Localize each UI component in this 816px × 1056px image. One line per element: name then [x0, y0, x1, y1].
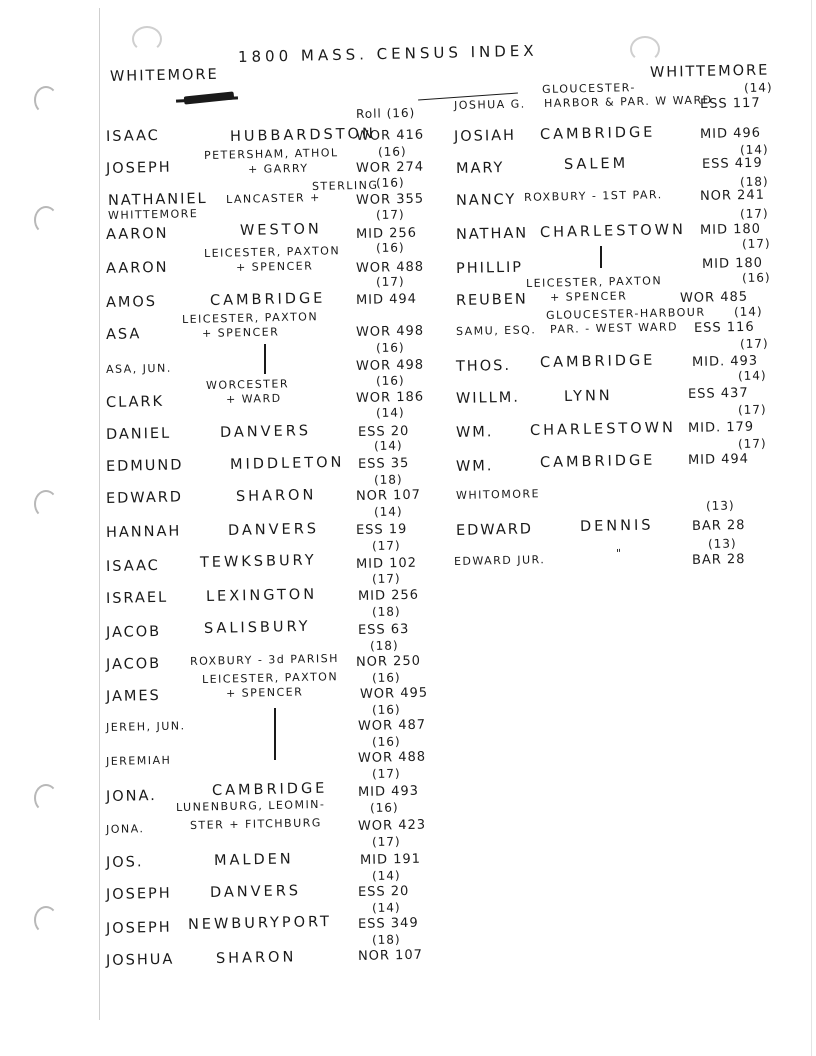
left-given-name: ASA, JUN.: [105, 361, 172, 376]
right-roll: (14): [737, 368, 767, 383]
right-code: ESS 437: [687, 385, 749, 402]
left-given-name: JACOB: [105, 623, 162, 641]
left-given-name: JONA.: [105, 787, 157, 805]
left-roll: (16): [371, 670, 401, 685]
left-code: ESS 20: [357, 883, 410, 900]
left-town: WESTON: [239, 221, 322, 239]
left-code: WOR 355: [355, 191, 425, 208]
left-town: LEXINGTON: [205, 586, 318, 605]
right-town-line2: PAR. - WEST WARD: [549, 320, 679, 336]
left-given-name: JOSEPH: [105, 885, 172, 903]
right-town: CAMBRIDGE: [539, 124, 656, 143]
right-given-name: MARY: [455, 159, 505, 177]
ditto-line: [264, 344, 266, 374]
right-roll: (14): [739, 142, 769, 157]
left-roll: (16): [371, 734, 401, 749]
left-town: DANVERS: [227, 521, 320, 539]
left-town: CAMBRIDGE: [209, 290, 326, 309]
surname-right: WHITTEMORE: [649, 62, 770, 81]
left-given-name: ISAAC: [105, 557, 161, 575]
right-given-name: EDWARD: [455, 521, 534, 539]
punch-hole-2: [34, 206, 58, 234]
left-roll: (17): [371, 834, 401, 849]
roll-label: Roll (16): [355, 105, 416, 121]
right-given-name: PHILLIP: [455, 259, 524, 277]
right-code: BAR 28: [691, 551, 746, 568]
right-town-line2: + SPENCER: [549, 289, 628, 304]
right-roll: (13): [707, 536, 737, 551]
left-roll: (16): [369, 800, 399, 815]
left-roll: (14): [371, 868, 401, 883]
left-roll: (17): [375, 274, 405, 289]
punch-hole-1: [34, 86, 58, 114]
left-roll: (17): [371, 538, 401, 553]
left-town: SHARON: [215, 949, 297, 967]
left-code: ESS 19: [355, 521, 408, 538]
left-given-name: ASA: [105, 326, 142, 343]
left-code: NOR 250: [355, 653, 422, 670]
left-given-name: JEREH, JUN.: [105, 719, 186, 734]
left-roll: (16): [375, 340, 405, 355]
left-town: SALISBURY: [203, 618, 311, 637]
surname-left: WHITEMORE: [109, 66, 219, 85]
left-code: ESS 349: [357, 915, 419, 932]
left-roll: (18): [373, 472, 403, 487]
left-town-line2: + SPENCER: [201, 325, 280, 340]
right-town: CAMBRIDGE: [539, 452, 656, 471]
left-roll: (17): [371, 766, 401, 781]
left-code: MID 494: [355, 291, 418, 308]
right-roll: (16): [741, 270, 771, 285]
left-given-name: DANIEL: [105, 425, 172, 443]
left-town-line1: LEICESTER, PAXTON: [201, 670, 339, 686]
right-code: ESS 117: [699, 95, 761, 112]
punch-hole-3: [34, 490, 58, 518]
right-code: NOR 241: [699, 187, 766, 204]
right-town: SALEM: [563, 155, 629, 173]
right-roll: (17): [737, 436, 767, 451]
left-town-line1: WORCESTER: [205, 377, 290, 392]
left-code: ESS 20: [357, 423, 410, 440]
right-given-name: JOSHUA G.: [453, 97, 526, 112]
left-code: ESS 63: [357, 621, 410, 638]
left-roll: (18): [371, 604, 401, 619]
left-given-name: AARON: [105, 259, 169, 277]
right-code: MID. 493: [691, 353, 759, 370]
left-roll: (14): [373, 438, 403, 453]
right-town: LYNN: [563, 387, 613, 405]
left-code: WOR 186: [355, 389, 425, 406]
right-town-line1: GLOUCESTER-: [541, 81, 637, 96]
left-town: HUBBARDSTON: [229, 125, 377, 145]
right-town: DENNIS: [579, 517, 654, 535]
right-code: ESS 116: [693, 319, 755, 336]
right-code: ESS 419: [701, 155, 763, 172]
left-subheading-surname: WHITTEMORE: [107, 207, 199, 222]
right-roll: (17): [739, 336, 769, 351]
left-town: DANVERS: [219, 423, 312, 441]
left-town: LANCASTER +: [225, 191, 321, 206]
left-code: WOR 488: [357, 749, 427, 766]
right-code: MID 494: [687, 451, 750, 468]
right-roll: (18): [739, 174, 769, 189]
left-town-line1: LEICESTER, PAXTON: [203, 244, 341, 260]
right-given-name: JOSIAH: [453, 127, 517, 145]
left-code: MID 256: [357, 587, 420, 604]
left-given-name: ISAAC: [105, 127, 161, 145]
left-code: WOR 495: [359, 685, 429, 702]
left-roll: (14): [375, 405, 405, 420]
left-code: WOR 498: [355, 357, 425, 374]
left-town: DANVERS: [209, 883, 302, 901]
left-margin-rule: [99, 8, 100, 1020]
left-roll: (18): [369, 638, 399, 653]
left-town-line1: PETERSHAM, ATHOL: [203, 146, 339, 162]
binder-hole-top-right: [630, 36, 660, 62]
punch-hole-4: [34, 784, 58, 812]
right-given-name: REUBEN: [455, 291, 528, 309]
right-given-name: WILLM.: [455, 389, 521, 407]
left-town: MIDDLETON: [229, 454, 345, 473]
right-town-line1: GLOUCESTER-HARBOUR: [545, 305, 706, 322]
left-roll: (14): [373, 504, 403, 519]
left-given-name: EDMUND: [105, 457, 184, 475]
ditto-line: [274, 708, 276, 760]
right-town: CAMBRIDGE: [539, 352, 656, 371]
right-code: WOR 485: [679, 289, 749, 306]
left-given-name: JOSEPH: [105, 919, 172, 937]
left-given-name: JACOB: [105, 655, 162, 673]
left-given-name: JOS.: [105, 854, 144, 871]
left-town-line2: + SPENCER: [235, 259, 314, 274]
right-town-ditto: ": [615, 546, 623, 560]
left-town-line2: STER + FITCHBURG: [189, 816, 322, 832]
left-roll: (17): [375, 207, 405, 222]
left-town-line2: + SPENCER: [225, 685, 304, 700]
right-town: CHARLESTOWN: [539, 221, 687, 241]
left-given-name: NATHANIEL: [107, 190, 208, 209]
left-given-name: JEREMIAH: [105, 753, 172, 768]
left-town: SHARON: [235, 487, 317, 505]
left-town: TEWKSBURY: [199, 552, 317, 571]
left-town-line1: LUNENBURG, LEOMIN-: [175, 797, 326, 814]
left-roll: (16): [377, 144, 407, 159]
left-code: WOR 488: [355, 259, 425, 276]
left-town-line2: + WARD: [225, 391, 282, 406]
left-code: MID 102: [355, 555, 418, 572]
page-title: 1800 MASS. CENSUS INDEX: [237, 41, 538, 66]
right-given-name: NANCY: [455, 191, 517, 209]
left-given-name: AARON: [105, 225, 169, 243]
right-town: ROXBURY - 1ST PAR.: [523, 188, 663, 204]
right-code: MID 180: [701, 255, 764, 272]
left-given-name: JAMES: [105, 687, 161, 705]
right-subheading-surname: WHITOMORE: [455, 487, 541, 502]
left-given-name: JOSHUA: [105, 951, 175, 969]
left-roll: (17): [371, 571, 401, 586]
left-town-prefix: STERLING: [311, 178, 379, 193]
right-town-line2: HARBOR & PAR. W WARD: [543, 93, 713, 110]
right-town: CHARLESTOWN: [529, 419, 677, 439]
left-town: MALDEN: [213, 851, 294, 869]
left-town: CAMBRIDGE: [211, 780, 328, 799]
left-town-line2: + GARRY: [247, 161, 309, 176]
left-code: NOR 107: [357, 947, 424, 964]
left-given-name: CLARK: [105, 393, 165, 411]
page-edge: [811, 0, 812, 1056]
right-given-name: THOS.: [455, 357, 512, 375]
right-code: BAR 28: [691, 517, 746, 534]
left-roll: (16): [375, 175, 405, 190]
right-roll: (17): [741, 236, 771, 251]
right-given-name: NATHAN: [455, 225, 529, 243]
left-given-name: JONA.: [105, 822, 145, 836]
left-code: MID 493: [357, 783, 420, 800]
right-code: MID 180: [699, 221, 762, 238]
left-code: MID 191: [359, 851, 422, 868]
right-given-name: WM.: [455, 458, 494, 475]
left-given-name: ISRAEL: [105, 589, 169, 607]
right-given-name: SAMU, ESQ.: [455, 323, 537, 338]
right-code: MID. 179: [687, 419, 755, 436]
left-code: MID 256: [355, 225, 418, 242]
right-given-name: EDWARD JUR.: [453, 553, 546, 568]
left-code: ESS 35: [357, 455, 410, 472]
binder-hole-top-left: [132, 26, 162, 52]
right-code: MID 496: [699, 125, 762, 142]
left-code: WOR 498: [355, 323, 425, 340]
right-town-line1: LEICESTER, PAXTON: [525, 274, 663, 290]
left-code: WOR 487: [357, 717, 427, 734]
left-code: WOR 416: [355, 127, 425, 144]
left-roll: (16): [371, 702, 401, 717]
left-given-name: JOSEPH: [105, 159, 172, 177]
left-town: ROXBURY - 3d PARISH: [189, 651, 340, 668]
left-code: WOR 423: [357, 817, 427, 834]
left-code: NOR 107: [355, 487, 422, 504]
left-code: WOR 274: [355, 159, 425, 176]
ditto-line: [600, 246, 602, 268]
right-roll: (17): [737, 402, 767, 417]
left-roll: (18): [371, 932, 401, 947]
left-town-line1: LEICESTER, PAXTON: [181, 310, 319, 326]
left-roll: (16): [375, 373, 405, 388]
left-roll: (16): [375, 240, 405, 255]
right-roll: (17): [739, 206, 769, 221]
left-given-name: AMOS: [105, 293, 158, 311]
left-given-name: EDWARD: [105, 489, 184, 507]
left-roll: (14): [371, 900, 401, 915]
right-given-name: WM.: [455, 424, 494, 441]
right-roll: (13): [705, 498, 735, 513]
right-roll: (14): [743, 80, 773, 95]
right-roll: (14): [733, 304, 763, 319]
left-given-name: HANNAH: [105, 523, 182, 541]
left-town: NEWBURYPORT: [187, 913, 333, 933]
punch-hole-5: [34, 906, 58, 934]
